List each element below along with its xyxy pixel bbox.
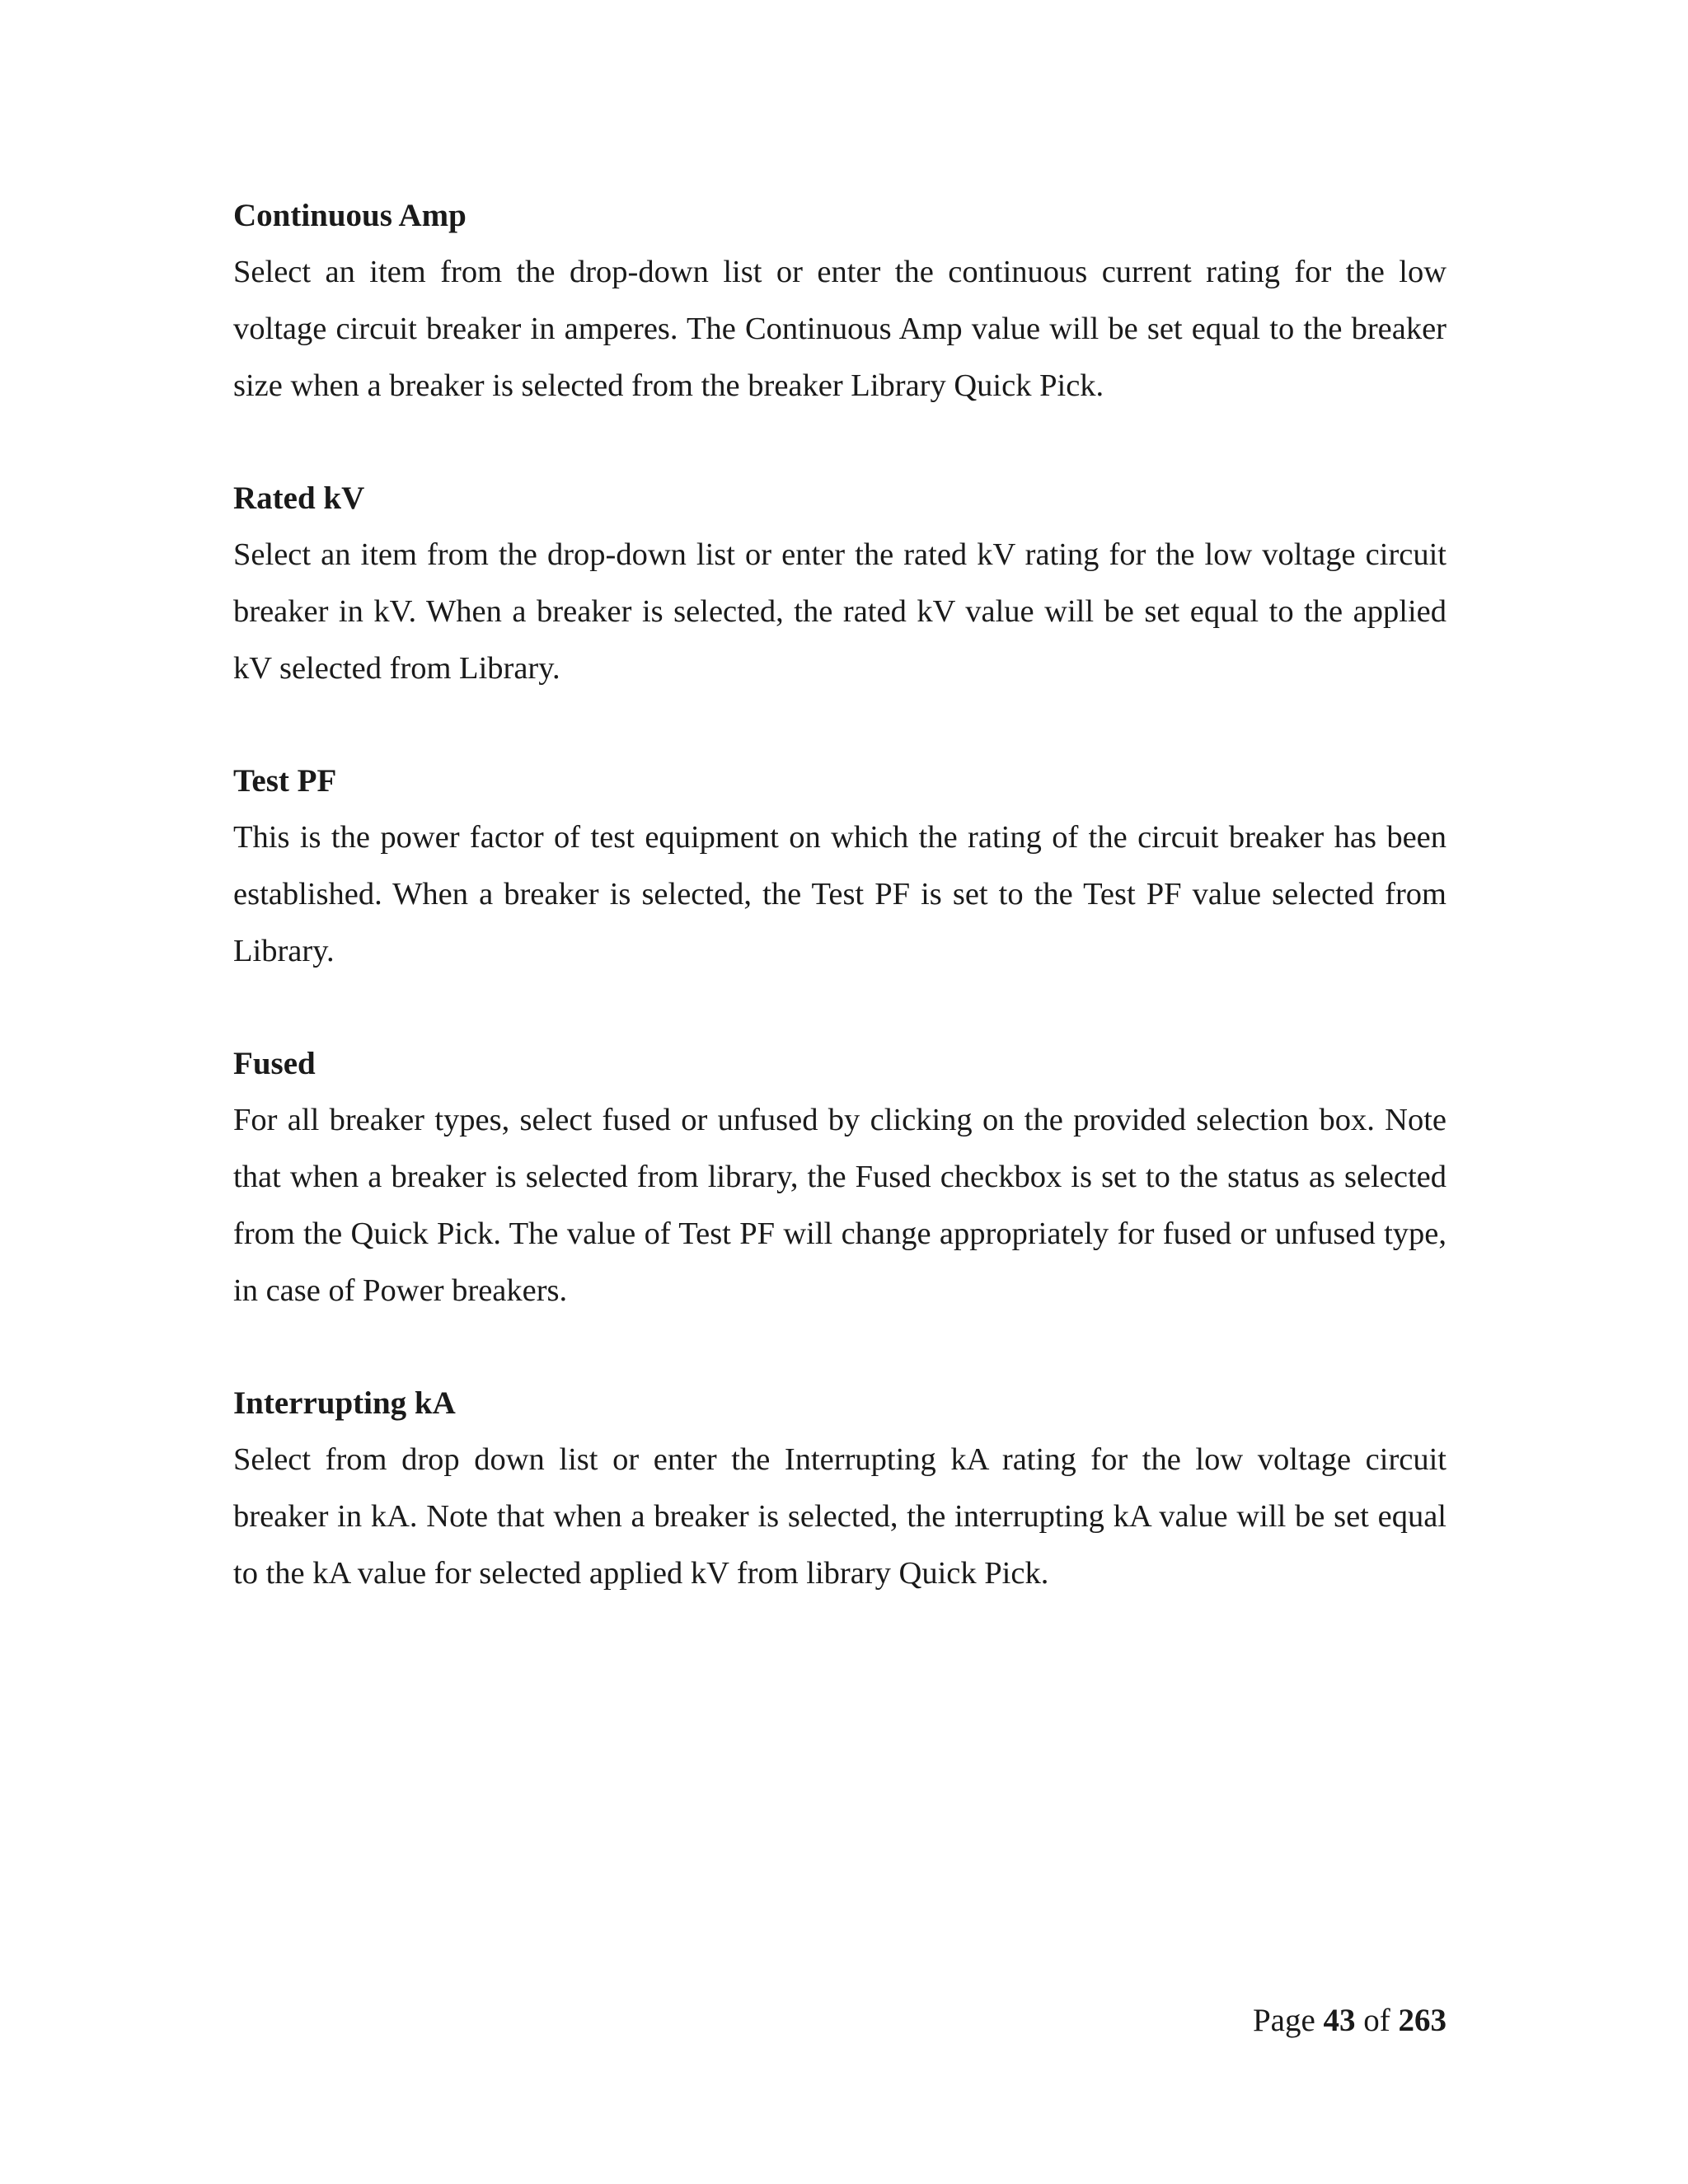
current-page-number: 43	[1323, 2003, 1356, 2038]
section-test-pf	[233, 753, 1447, 980]
section-fused	[233, 1036, 1447, 1319]
section-heading: Interrupting kA	[233, 1385, 456, 1421]
section-heading: Continuous Amp	[233, 198, 467, 233]
section-heading: Rated kV	[233, 480, 365, 516]
section-body: Select an item from the drop-down list or enter the continuous current rating for the low voltage circuit breaker in amperes. The Continuous Amp value will be set equal to the breaker size when a breaker is selected from the breaker Library Quick Pick.	[233, 255, 1447, 403]
page-footer	[233, 1993, 1447, 2049]
total-pages-number: 263	[1398, 2003, 1447, 2038]
section-heading: Test PF	[233, 763, 337, 799]
section-interrupting-ka	[233, 1376, 1447, 1602]
section-body: Select from drop down list or enter the Interrupting kA rating for the low voltage circuit breaker in kA. Note that when a breaker is selected, the interrupting kA value will be set equal to the kA value for selected applied kV from library Quick Pick.	[233, 1442, 1447, 1591]
section-body: Select an item from the drop-down list or enter the rated kV rating for the low voltage circuit breaker in kV. When a breaker is selected, the rated kV value will be set equal to the applied kV selected from Library.	[233, 537, 1447, 686]
page-content	[233, 188, 1447, 1658]
section-body: This is the power factor of test equipment on which the rating of the circuit breaker has been established. When a breaker is selected, the Test PF is set to the Test PF value selected from Library.	[233, 820, 1447, 968]
section-rated-kv	[233, 471, 1447, 697]
section-continuous-amp	[233, 188, 1447, 415]
page-label: Page	[1252, 2003, 1315, 2038]
section-heading: Fused	[233, 1046, 316, 1081]
section-body: For all breaker types, select fused or unfused by clicking on the provided selection box. Note that when a breaker is selected from library, the Fused checkbox is set to the status as selected from the Quick Pick. The value of Test PF will change appropriately for fused or unfused type, in case of Power breakers.	[233, 1103, 1447, 1308]
of-label: of	[1363, 2003, 1390, 2038]
